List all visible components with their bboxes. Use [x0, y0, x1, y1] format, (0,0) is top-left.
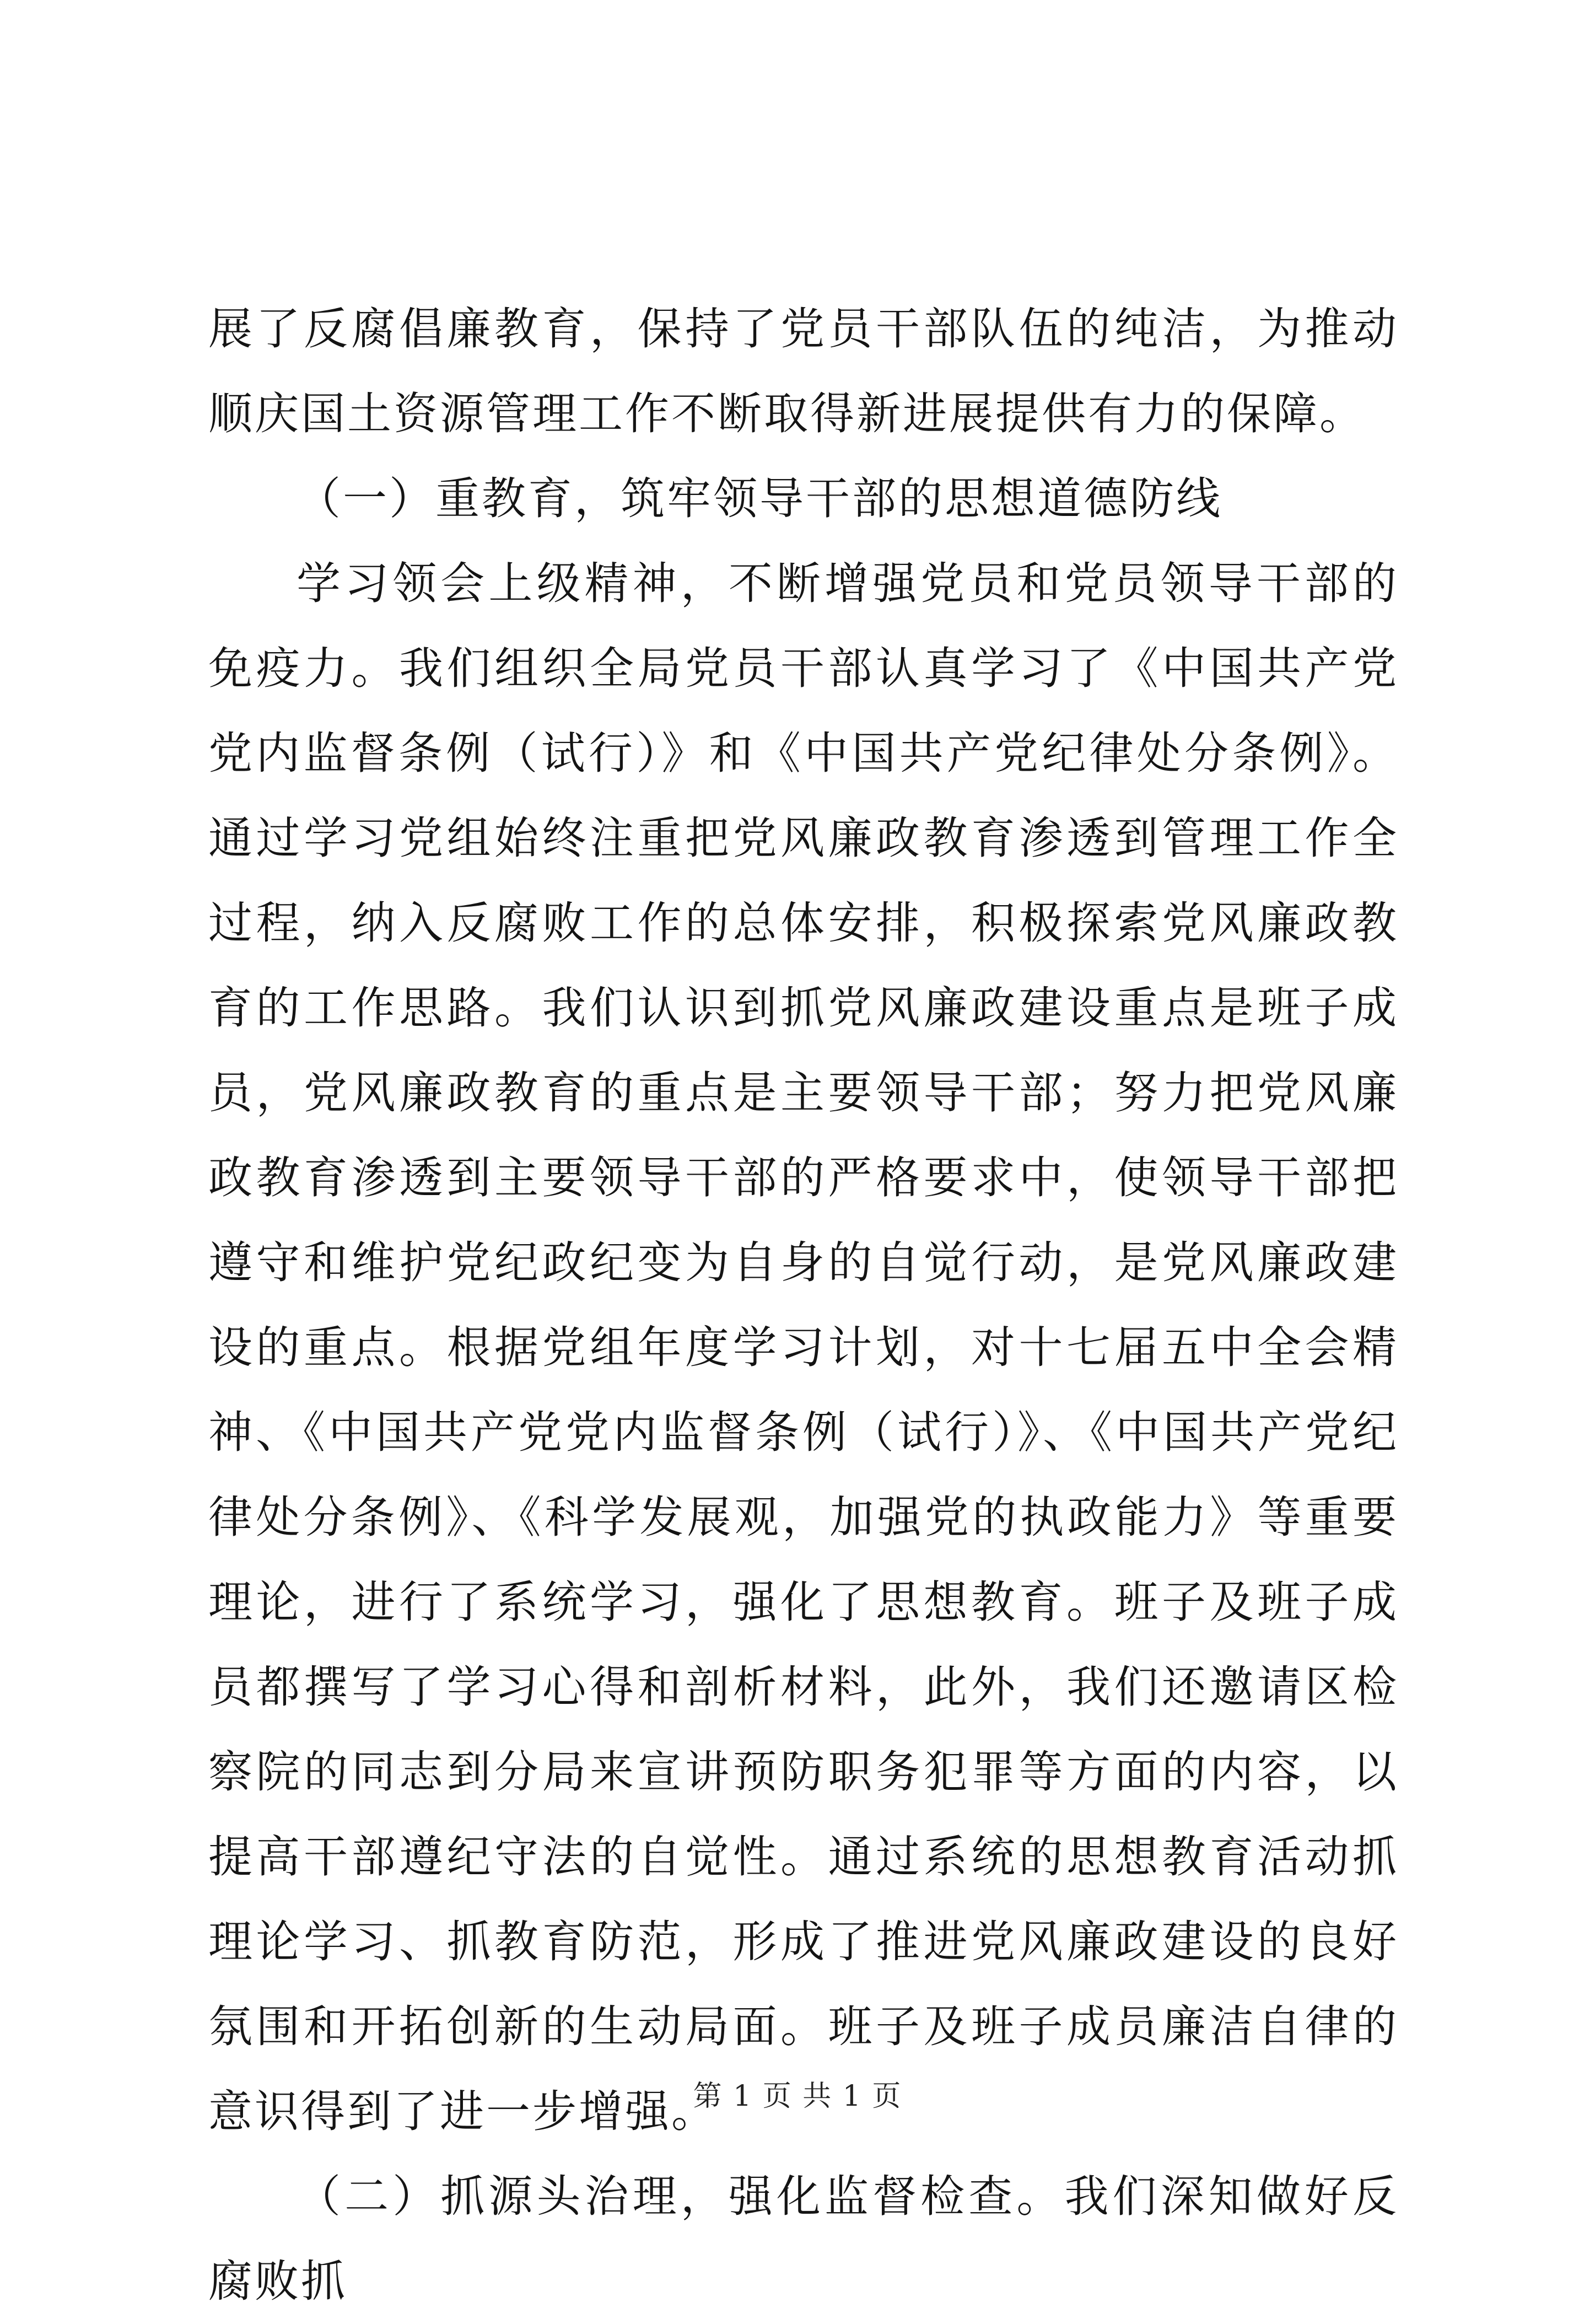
continuation-paragraph: 展了反腐倡廉教育，保持了党员干部队伍的纯洁，为推动顺庆国土资源管理工作不断取得新进展提供有力的保障。	[208, 303, 1399, 439]
section-heading-one: （一）重教育，筑牢领导干部的思想道德防线	[297, 473, 1222, 524]
section-heading-two-paragraph: （二）抓源头治理，强化监督检查。我们深知做好反腐败抓	[208, 2171, 1399, 2307]
body-paragraph: 学习领会上级精神，不断增强党员和党员领导干部的免疫力。我们组织全局党员干部认真学习了《中国共产党党内监督条例（试行）》和《中国共产党纪律处分条例》。通过学习党组始终注重把党风廉政教育渗透到管理工作全过程，纳入反腐败工作的总体安排，积极探索党风廉政教育的工作思路。我们认识到抓党风廉政建设重点是班子成员，党风廉政教育的重点是主要领导干部；努力把党风廉政教育渗透到主要领导干部的严格要求中，使领导干部把遵守和维护党纪政纪变为自身的自觉行动，是党风廉政建设的重点。根据党组年度学习计划，对十七届五中全会精神、《中国共产党党内监督条例（试行）》、《中国共产党纪律处分条例》、《科学发展观，加强党的执政能力》等重要理论，进行了系统学习，强化了思想教育。班子及班子成员都撰写了学习心得和剖析材料，此外，我们还邀请区检察院的同志到分局来宣讲预防职务犯罪等方面的内容，以提高干部遵纪守法的自觉性。通过系统的思想教育活动抓理论学习、抓教育防范，形成了推进党风廉政建设的良好氛围和开拓创新的生动局面。班子及班子成员廉洁自律的意识得到了进一步增强。	[208, 558, 1399, 2137]
document-body	[208, 287, 1399, 2324]
page-footer: 第 1 页 共 1 页	[693, 2080, 902, 2113]
